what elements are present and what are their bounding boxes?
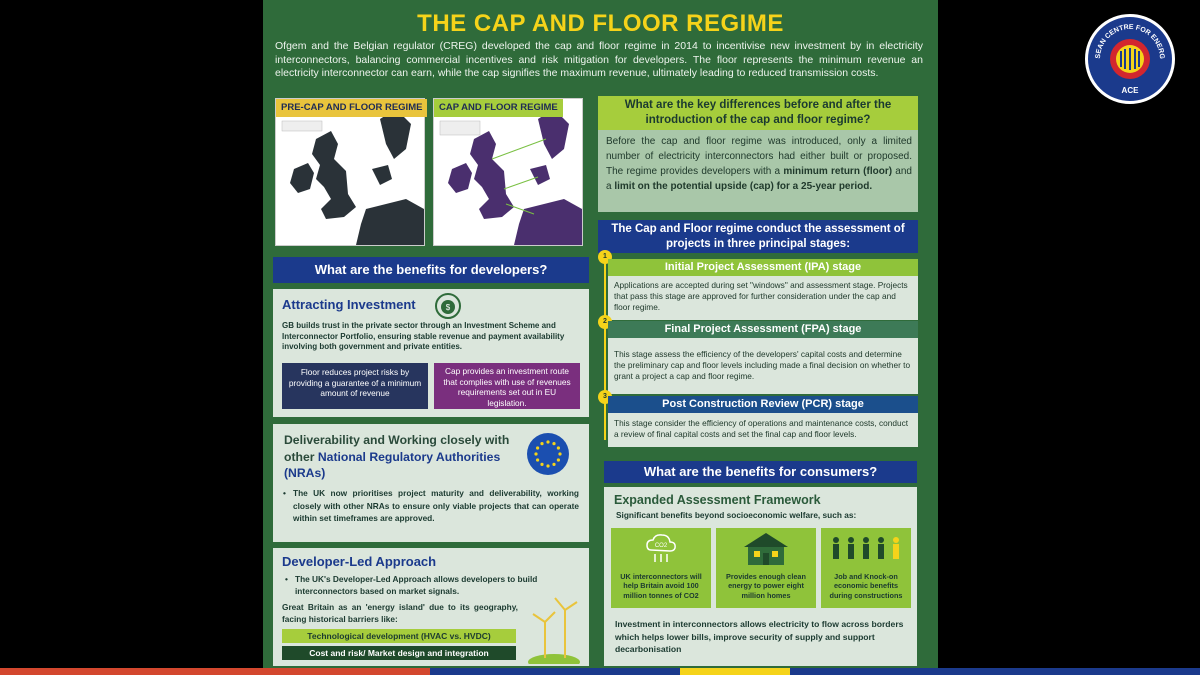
stage-body-card-3 [608, 413, 918, 447]
stage-body-card-1 [608, 276, 918, 320]
deliverability-bullet [283, 487, 579, 525]
attracting-investment-body: GB builds trust in the private sector through an Investment Scheme and Interconnector Portfolio, ensuring stable revenue and payment availability involving both government and private entities. [282, 321, 565, 351]
footer-strip-red [0, 668, 430, 675]
barrier-tech: Technological development (HVAC vs. HVDC) [282, 629, 516, 643]
footer-strip-yellow [680, 668, 790, 675]
deliverability-title-text: Deliverability and Working closely with other [284, 433, 510, 464]
deliverability-bullet-text: The UK now prioritises project maturity and deliverability, working closely with other NRAs to ensure only viable projects that can operate within set timeframes are approved. [293, 488, 579, 523]
floor-box: Floor reduces project risks by providing a guarantee of a minimum amount of revenue [282, 363, 428, 409]
deliverability-title [284, 432, 520, 482]
co2-badge-text: CO2 [654, 543, 668, 549]
page-title: THE CAP AND FLOOR REGIME [417, 10, 784, 37]
stage-body-card-2 [608, 338, 918, 394]
bullet-dot: • [283, 488, 286, 498]
stage-number-3: 3 [598, 390, 612, 404]
differences-bold-floor: minimum return (floor) [783, 166, 893, 177]
differences-card [598, 96, 918, 212]
stage-title-2: Final Project Assessment (FPA) stage [608, 321, 918, 338]
cap-floor-map-label: CAP AND FLOOR REGIME [434, 99, 563, 117]
attracting-investment-title: Attracting Investment [282, 297, 416, 312]
cap-box: Cap provides an investment route that complies with use of revenues requirements set out in EU legislation. [434, 363, 580, 409]
energy-island-text: Great Britain as an 'energy island' due to its geography, facing historical barriers like: [282, 602, 518, 624]
pre-cap-map [275, 98, 425, 246]
footer-strip-blue [430, 668, 680, 675]
co2-cloud-icon [643, 532, 679, 564]
svg-text:$: $ [445, 303, 451, 312]
tile-homes-text: Provides enough clean energy to power eight million homes [726, 571, 806, 600]
stage-number-1: 1 [598, 250, 612, 264]
infographic-panel [263, 0, 938, 668]
tile-jobs [821, 528, 911, 608]
house-icon [738, 531, 794, 567]
developer-led-bullet [285, 574, 555, 597]
bullet-dot: • [285, 574, 288, 584]
people-icon [829, 536, 905, 560]
eu-flag-icon [525, 432, 571, 476]
stage-body-2: This stage assess the efficiency of the developers' capital costs and determine the preliminary cap and floor levels including made a final decision on whether to grant a project a cap and floor regime. [614, 349, 911, 381]
cap-floor-map-graphic [434, 99, 582, 245]
differences-text-2: and a [606, 166, 912, 192]
barrier-cost: Cost and risk/ Market design and integration [282, 646, 516, 660]
stage-number-2: 2 [598, 315, 612, 329]
stages-timeline [604, 262, 606, 440]
attracting-investment-card [273, 289, 589, 417]
pre-cap-map-graphic [276, 99, 424, 245]
differences-text-1: Before the cap and floor regime was introduced, only a limited number of electricity interconnectors had either built or proposed. The regime provides developers with a [606, 136, 912, 177]
cap-floor-map [433, 98, 583, 246]
ace-logo [1085, 14, 1175, 104]
consumers-heading: What are the benefits for consumers? [604, 461, 917, 483]
consumers-footer: Investment in interconnectors allows electricity to flow across borders which helps lower bills, improve security of supply and support decarbonisation [615, 619, 904, 654]
nra-title-text: National Regulatory Authorities (NRAs) [284, 449, 501, 480]
tile-homes [716, 528, 816, 608]
money-bag-icon [433, 292, 463, 320]
stage-title-3: Post Construction Review (PCR) stage [608, 396, 918, 413]
differences-bold-cap: limit on the potential upside (cap) for a 25-year period. [614, 181, 873, 192]
developer-led-bullet-text: The UK's Developer-Led Approach allows developers to build interconnectors based on market signals. [295, 574, 538, 596]
tile-jobs-text: Job and Knock-on economic benefits during constructions [829, 571, 903, 600]
developer-led-title: Developer-Led Approach [282, 554, 437, 569]
deliverability-card [273, 424, 589, 542]
ace-logo-graphic [1088, 17, 1172, 101]
pre-cap-map-label: PRE-CAP AND FLOOR REGIME [276, 99, 427, 117]
developers-heading: What are the benefits for developers? [273, 257, 589, 283]
differences-body [606, 134, 912, 194]
stage-body-3: This stage consider the efficiency of operations and maintenance costs, conduct a review of final capital costs and set the final cap and floor levels. [614, 418, 909, 439]
logo-text-bottom: ACE [1121, 86, 1139, 95]
logo-text-top: SEAN CENTRE FOR ENERG [1094, 23, 1166, 60]
stage-title-1: Initial Project Assessment (IPA) stage [608, 259, 918, 276]
framework-subtitle: Significant benefits beyond socioeconomic welfare, such as: [616, 510, 857, 520]
stages-heading: The Cap and Floor regime conduct the assessment of projects in three principal stages: [598, 220, 918, 253]
intro-paragraph: Ofgem and the Belgian regulator (CREG) developed the cap and floor regime in 2014 to incentivise new investment by in electricity interconnectors, balancing commercial incentives and risk mitigation for developers. The floor represents the minimum revenue an electricity interconnector can earn, while the cap signifies the maximum revenue, ultimately leading to reduced transmission costs. [275, 40, 923, 79]
footer-strip-blue-2 [790, 668, 1200, 675]
tile-co2 [611, 528, 711, 608]
differences-heading: What are the key differences before and after the introduction of the cap and floor regime? [598, 96, 918, 130]
framework-title: Expanded Assessment Framework [614, 493, 821, 507]
tile-co2-text: UK interconnectors will help Britain avoid 100 million tonnes of CO2 [620, 571, 702, 600]
stage-body-1: Applications are accepted during set "windows" and assessment stage. Projects that pass this stage are approved for further consideration under the cap and floor regime. [614, 280, 908, 312]
wind-turbine-icon [525, 592, 583, 664]
consumers-card [604, 487, 917, 666]
developer-led-card [273, 548, 589, 666]
